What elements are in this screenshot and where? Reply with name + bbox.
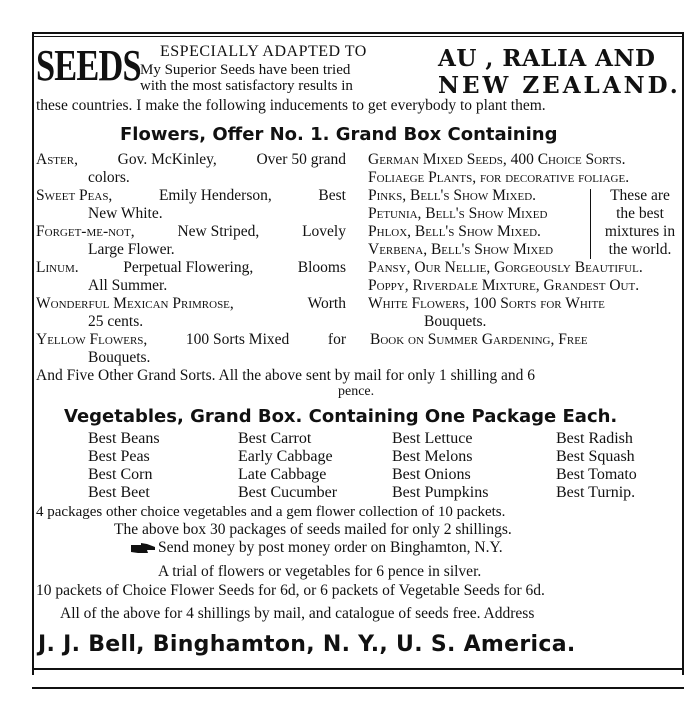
australia-heading: AU , RALIA AND [438,45,656,72]
pointing-hand-icon [130,542,156,555]
veg-item: Best Tomato [556,466,637,483]
flowers-right-list [368,151,686,331]
veg-item: Best Pumpkins [392,484,489,501]
veg-item: Best Lettuce [392,430,473,447]
veg-line-5: 10 packets of Choice Flower Seeds for 6d, or 6 packets of Vegetable Seeds for 6d. [36,582,545,599]
flower-item: Forget-me-not, New Striped, Lovely Large Flower. [36,223,346,258]
flower-item: Wonderful Mexican Primrose, Worth 25 cents. [36,295,346,330]
flower-item: Yellow Flowers, 100 Sorts Mixed for Bouquets. [36,331,346,366]
veg-item: Best Melons [392,448,473,465]
veg-line-1: 4 packages other choice vegetables and a gem flower collection of 10 packets. [36,504,506,520]
book-offer: Book on Summer Gardening, Free [370,331,588,348]
veg-line-6: All of the above for 4 shillings by mail, and catalogue of seeds free. Address [60,605,535,622]
money-order-line: Send money by post money order on Binghamton, N.Y. [130,539,503,557]
flower-item: Foliaege Plants, for decorative foliage. [368,169,630,186]
flower-item: Aster, Gov. McKinley, Over 50 grand colors. [36,151,346,186]
flower-item: Sweet Peas, Emily Henderson, Best New White. [36,187,346,222]
flowers-offer-line-2: pence. [338,384,375,399]
flower-item: Verbena, Bell's Show Mixed [368,241,554,258]
signature-address: J. J. Bell, Binghamton, N. Y., U. S. America. [38,632,576,657]
flower-item: Pansy, Our Nellie, Gorgeously Beautiful. [368,259,643,276]
veg-column-2 [238,430,337,502]
intro-line: these countries. I make the following inducements to get everybody to plant them. [36,97,546,114]
veg-item: Best Radish [556,430,633,447]
veg-column-3 [392,430,488,502]
new-zealand-heading: NEW ZEALAND. [438,72,681,99]
veg-item: Early Cabbage [238,448,333,465]
seeds-title: SEEDS [36,41,141,90]
veg-item: Best Corn [88,466,153,483]
veg-column-4 [556,430,637,502]
flowers-left-list [36,151,346,367]
bottom-rule [32,668,684,670]
veg-item: Best Onions [392,466,471,483]
veg-item: Best Squash [556,448,635,465]
mixtures-group [368,187,686,259]
flowers-offer-line-1: And Five Other Grand Sorts. All the above sent by mail for only 1 shilling and 6 [36,367,535,384]
flower-item: Poppy, Riverdale Mixture, Grandest Out. [368,277,640,294]
veg-line-2: The above box 30 packages of seeds mailed for only 2 shillings. [114,521,512,538]
flower-item: Linum. Perpetual Flowering, Blooms All Summer. [36,259,346,294]
top-rule-thin [32,36,684,37]
flower-item: Phlox, Bell's Show Mixed. [368,223,541,240]
veg-item: Best Beans [88,430,160,447]
flower-item: Petunia, Bell's Show Mixed [368,205,548,222]
veg-item: Best Turnip. [556,484,636,501]
veg-item: Best Peas [88,448,150,465]
flower-item-cont: Bouquets. [424,313,487,330]
page-bottom-rule [32,687,684,689]
flower-item: German Mixed Seeds, 400 Choice Sorts. [368,151,626,168]
vegetables-heading: Vegetables, Grand Box. Containing One Package Each. [64,406,618,427]
header-line-3: with the most satisfactory results in [140,78,353,94]
especially-adapted: ESPECIALLY ADAPTED TO [160,43,367,60]
veg-item: Best Cucumber [238,484,338,501]
header-line-2: My Superior Seeds have been tried [140,62,351,78]
veg-line-4: A trial of flowers or vegetables for 6 pence in silver. [158,563,482,580]
bracket-note: These are the best mixtures in the world. [604,187,676,258]
veg-item: Late Cabbage [238,466,327,483]
flowers-heading: Flowers, Offer No. 1. Grand Box Containing [120,124,558,145]
flower-item: White Flowers, 100 Sorts for White [368,295,605,312]
veg-item: Best Carrot [238,430,312,447]
veg-item: Best Beet [88,484,150,501]
flower-item: Pinks, Bell's Show Mixed. [368,187,537,204]
top-rule [32,32,684,34]
veg-column-1 [88,430,160,502]
